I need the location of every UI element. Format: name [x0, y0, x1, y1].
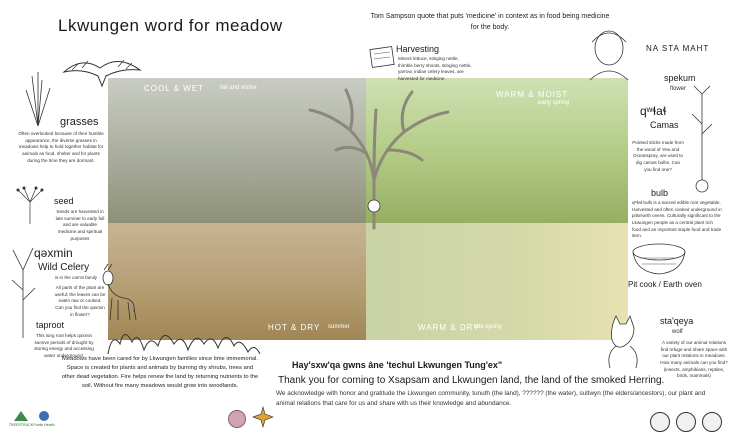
wolf-english-name: wolf — [672, 329, 683, 335]
warm-moist-season: early spring — [538, 100, 570, 106]
warm-dry-label: WARM & DRY — [418, 323, 480, 332]
tree-illustration — [290, 80, 460, 230]
cool-wet-season: fall and winter — [220, 85, 258, 91]
warm-dry-quadrant — [366, 223, 628, 340]
wolf-illustration — [594, 310, 652, 370]
portrait-badge-3 — [702, 412, 722, 432]
grass-illustration — [18, 70, 58, 128]
seed-head-illustration — [10, 186, 50, 226]
celery-text: All parts of the plant are useful: the leaves can be eaten raw or cooked. Can you find the qəxmin in flower? — [54, 285, 106, 317]
camas-english-name: Camas — [650, 120, 679, 130]
taproot-title: taproot — [36, 320, 65, 330]
camas-native-name: qʷɬaɬ — [640, 104, 667, 118]
spekum-title: spekum — [664, 73, 696, 83]
grasses-title: grasses — [60, 116, 99, 128]
tagline-text: Tom Sampson quote that puts 'medicine' in context as in food being medicine for the body. — [370, 13, 610, 31]
celery-english-name: Wild Celery — [38, 262, 90, 273]
celery-native-name: qəxmin — [34, 246, 73, 260]
bulb-title: bulb — [651, 188, 669, 198]
thank-you-text: Thank you for coming to Xsapsam and Lkwungen land, the land of the smoked Herring. — [278, 375, 665, 386]
pit-cook-caption: Pit cook / Earth oven — [628, 280, 702, 289]
seed-text: Seeds are harvested in late summer to early fall and are valuable medicine and spiritual purposes — [55, 209, 105, 241]
harvesting-text: Miners lettuce, stinging nettle, thimble berry shoots, stinging nettle, yarrow, indian celery leaves, are harvested for medicine — [398, 56, 472, 81]
basket-icon — [368, 44, 396, 70]
camas-plant-illustration — [682, 84, 722, 194]
portrait-badge-1 — [650, 412, 670, 432]
wolf-native-name: sta'qeya — [660, 316, 694, 326]
bulb-text: qʷɬaɬ bulb is a sacred edible root vegetable. Harvested and often cooked underground in pits/earth ovens. Culturally significant to the Lkwungen people as a central plant rich food and an important staple food and trade item. — [632, 200, 722, 239]
star-blanket-icon — [252, 406, 274, 428]
cool-wet-label: COOL & WET — [144, 84, 204, 93]
elder-portrait-illustration — [582, 26, 636, 82]
page-title: Lkwungen word for meadow — [58, 16, 283, 35]
deer-illustration — [94, 262, 140, 322]
spekum-sub: flower — [670, 86, 687, 92]
hot-dry-label: HOT & DRY — [268, 323, 321, 332]
portrait-badge-2 — [676, 412, 696, 432]
lkwungen-phrase: Hay'sxw'qa gwns âne 'techul Lkwungen Tung'ex" — [292, 360, 503, 370]
warm-moist-label: WARM & MOIST — [496, 90, 569, 99]
hot-dry-season: summer — [328, 324, 350, 330]
public-health-logo: Public Health — [30, 410, 58, 428]
fire-illustration — [104, 322, 264, 356]
warm-dry-season: late spring — [474, 324, 502, 330]
grasses-text: Often overlooked because of their humble appearance, the diverse grasses in meadows help to hold together habitat for animals as food, shelter and for plants during the time they are dormant. — [18, 131, 104, 163]
medallion-icon — [228, 410, 246, 428]
celery-plant-illustration — [8, 240, 38, 340]
acknowledgement-text: We acknowledge with honor and gratitude the Lkwungen community, tunuth (the land), ?????? (the water), sultwyn (the elders/ancestors), our plant and animal relations that care for us and share with us their knowledge and abundance. — [276, 390, 706, 407]
treestruck-logo: TREESTRUCK — [8, 410, 34, 428]
camas-text: Pointed sticks made from the wood of Yew and Oceanspray, are used to dig camas bulbs. Can you find one? — [632, 140, 684, 172]
seed-title: seed — [54, 196, 74, 206]
harvesting-title: Harvesting — [396, 44, 440, 54]
earth-oven-basket-illustration — [630, 240, 688, 276]
wolf-text: A variety of our animal relations find refuge and share space with our plant relations in meadows. How many animals can you find? (insects, amphibians, reptiles, birds, mammals) — [660, 340, 728, 379]
meadow-history-text: Meadows have been cared for by Lkwungen families since time immemorial. Space is created for plants and animals by burning dry shrubs, trees and other dead vegetation. Fire helps renew the land by returning nutrients to the soil. Without fire many meadows would grow into woodlands. — [61, 356, 259, 389]
celery-sub-text: is in the carrot family — [54, 275, 98, 280]
taproot-text: This long root helps qəxmin survive periods of drought by storing energy and accessing water underground. — [34, 333, 94, 358]
na-sta-maht-label: NA STA MAHT — [646, 44, 710, 53]
